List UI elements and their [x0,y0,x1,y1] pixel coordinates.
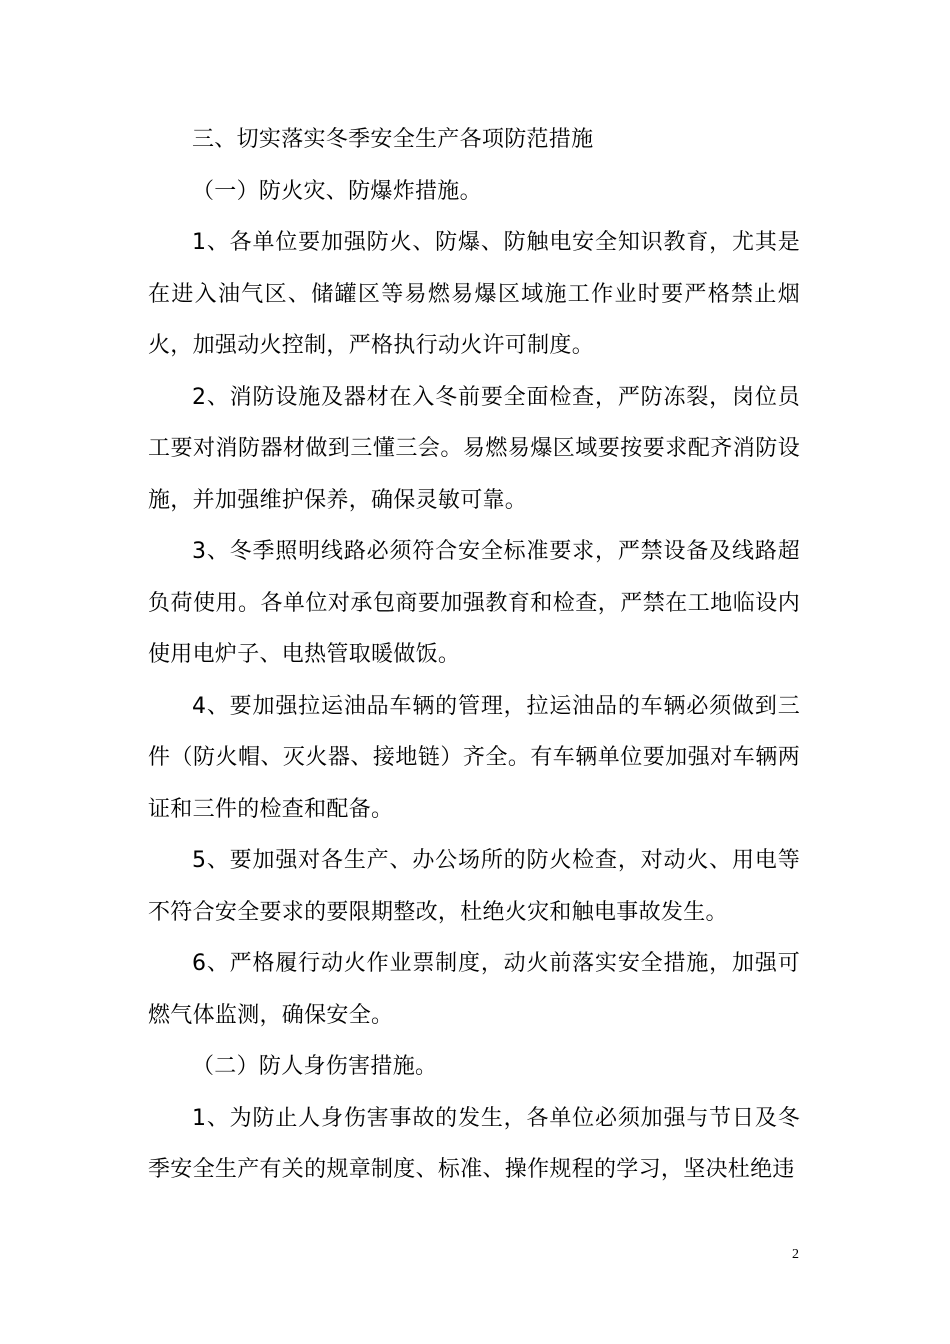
section-heading-3: 三、切实落实冬季安全生产各项防范措施 [192,127,594,152]
document-body [148,114,800,1196]
injury-measure-1: 1、为防止人身伤害事故的发生，各单位必须加强与节日及冬季安全生产有关的规章制度、标准、操作规程的学习，坚决杜绝违 [148,1105,800,1182]
fire-measure-2: 2、消防设施及器材在入冬前要全面检查，严防冻裂，岗位员工要对消防器材做到三懂三会。易燃易爆区域要按要求配齐消防设施，并加强维护保养，确保灵敏可靠。 [148,384,800,513]
fire-measure-5: 5、要加强对各生产、办公场所的防火检查，对动火、用电等不符合安全要求的要限期整改，杜绝火灾和触电事故发生。 [148,848,800,925]
fire-measure-1: 1、各单位要加强防火、防爆、防触电安全知识教育，尤其是在进入油气区、储罐区等易燃易爆区域施工作业时要严格禁止烟火，加强动火控制，严格执行动火许可制度。 [148,230,800,358]
subsection-heading-injury: （二）防人身伤害措施。 [192,1054,438,1079]
fire-measure-3: 3、冬季照明线路必须符合安全标准要求，严禁设备及线路超负荷使用。各单位对承包商要加强教育和检查，严禁在工地临设内使用电炉子、电热管取暖做饭。 [148,539,800,667]
page-number: 2 [792,1247,799,1262]
subsection-heading-fire: （一）防火灾、防爆炸措施。 [192,178,482,204]
fire-measure-6: 6、严格履行动火作业票制度，动火前落实安全措施，加强可燃气体监测，确保安全。 [148,951,800,1028]
fire-measure-4: 4、要加强拉运油品车辆的管理，拉运油品的车辆必须做到三件（防火帽、灭火器、接地链）齐全。有车辆单位要加强对车辆两证和三件的检查和配备。 [148,693,800,822]
